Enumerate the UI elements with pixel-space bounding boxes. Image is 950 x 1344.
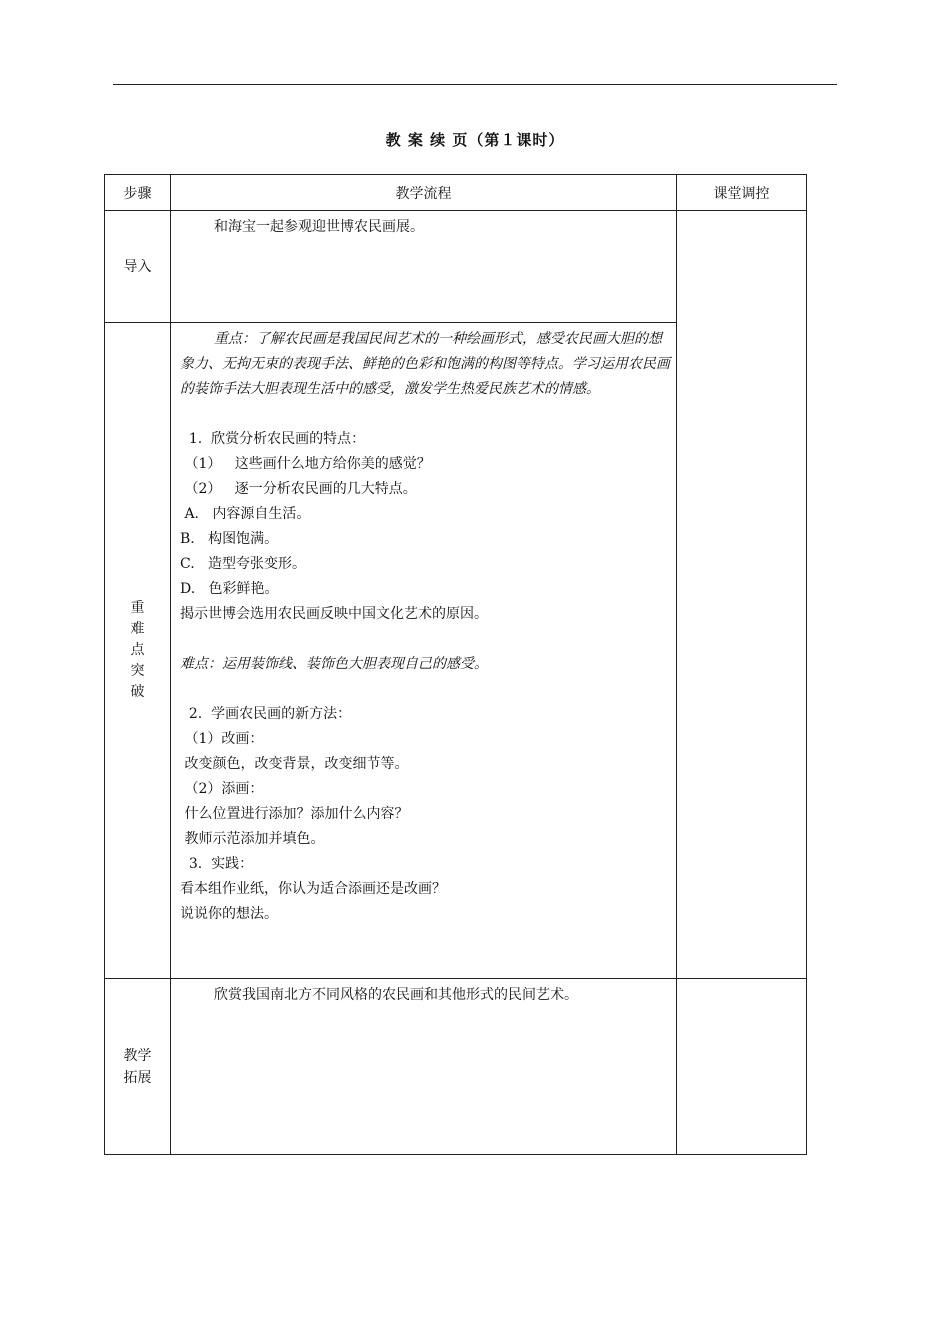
lesson-table <box>104 174 807 1155</box>
content-line: 2. 学画农民画的新方法： <box>180 706 352 722</box>
process-intro <box>171 211 677 323</box>
step-label: 导入 <box>123 258 152 275</box>
content-line: 说说你的想法。 <box>180 906 278 922</box>
step-extension <box>105 979 171 1155</box>
content-line: （1） 这些画什么地方给你美的感觉？ <box>180 456 431 472</box>
content-line: A. 内容源自生活。 <box>180 506 311 522</box>
control-cell-2 <box>677 979 807 1155</box>
content-line: 和海宝一起参观迎世博农民画展。 <box>214 219 424 235</box>
process-extension <box>171 979 677 1155</box>
process-key-points <box>171 323 677 979</box>
content-line: 什么位置进行添加？添加什么内容？ <box>180 806 409 822</box>
step-key-points <box>105 323 171 979</box>
key-point-text: 重点：了解农民画是我国民间艺术的一种绘画形式，感受农民画大胆的想象力、无拘无束的表现手法、鲜艳的色彩和饱满的构图等特点。学习运用农民画的装饰手法大胆表现生活中的感受，激发学生热爱民族艺术的情感。 <box>180 331 670 397</box>
content-line: 改变颜色，改变背景，改变细节等。 <box>180 756 409 772</box>
content-line: 欣赏我国南北方不同风格的农民画和其他形式的民间艺术。 <box>214 987 578 1003</box>
step-label: 拓展 <box>123 1069 152 1086</box>
table-header-row <box>105 175 807 211</box>
content-line: 1. 欣赏分析农民画的特点： <box>180 431 366 447</box>
content-line: 3. 实践： <box>180 856 254 872</box>
content-line: 看本组作业纸，你认为适合添画还是改画？ <box>180 881 446 897</box>
header-process: 教学流程 <box>171 175 677 211</box>
step-label: 重难点突破 <box>130 600 145 700</box>
step-label: 教学 <box>123 1047 152 1064</box>
table-row-extension <box>105 979 807 1155</box>
content-line: 揭示世博会选用农民画反映中国文化艺术的原因。 <box>180 606 488 622</box>
header-step: 步骤 <box>105 175 171 211</box>
table-row-intro <box>105 211 807 323</box>
content-line: （2） 逐一分析农民画的几大特点。 <box>180 481 417 497</box>
content-line: B. 构图饱满。 <box>180 531 279 547</box>
step-intro <box>105 211 171 323</box>
control-cell-1 <box>677 211 807 979</box>
content-line: （2）添画： <box>180 781 264 797</box>
page-title: 教 案 续 页（第１课时） <box>385 131 565 149</box>
content-line: C. 造型夸张变形。 <box>180 556 307 572</box>
content-line: 教师示范添加并填色。 <box>180 831 325 847</box>
header-rule <box>113 84 837 85</box>
header-control: 课堂调控 <box>677 175 807 211</box>
difficult-point-text: 难点：运用装饰线、装饰色大胆表现自己的感受。 <box>180 656 488 672</box>
content-line: D. 色彩鲜艳。 <box>180 581 279 597</box>
content-line: （1）改画： <box>180 731 264 747</box>
